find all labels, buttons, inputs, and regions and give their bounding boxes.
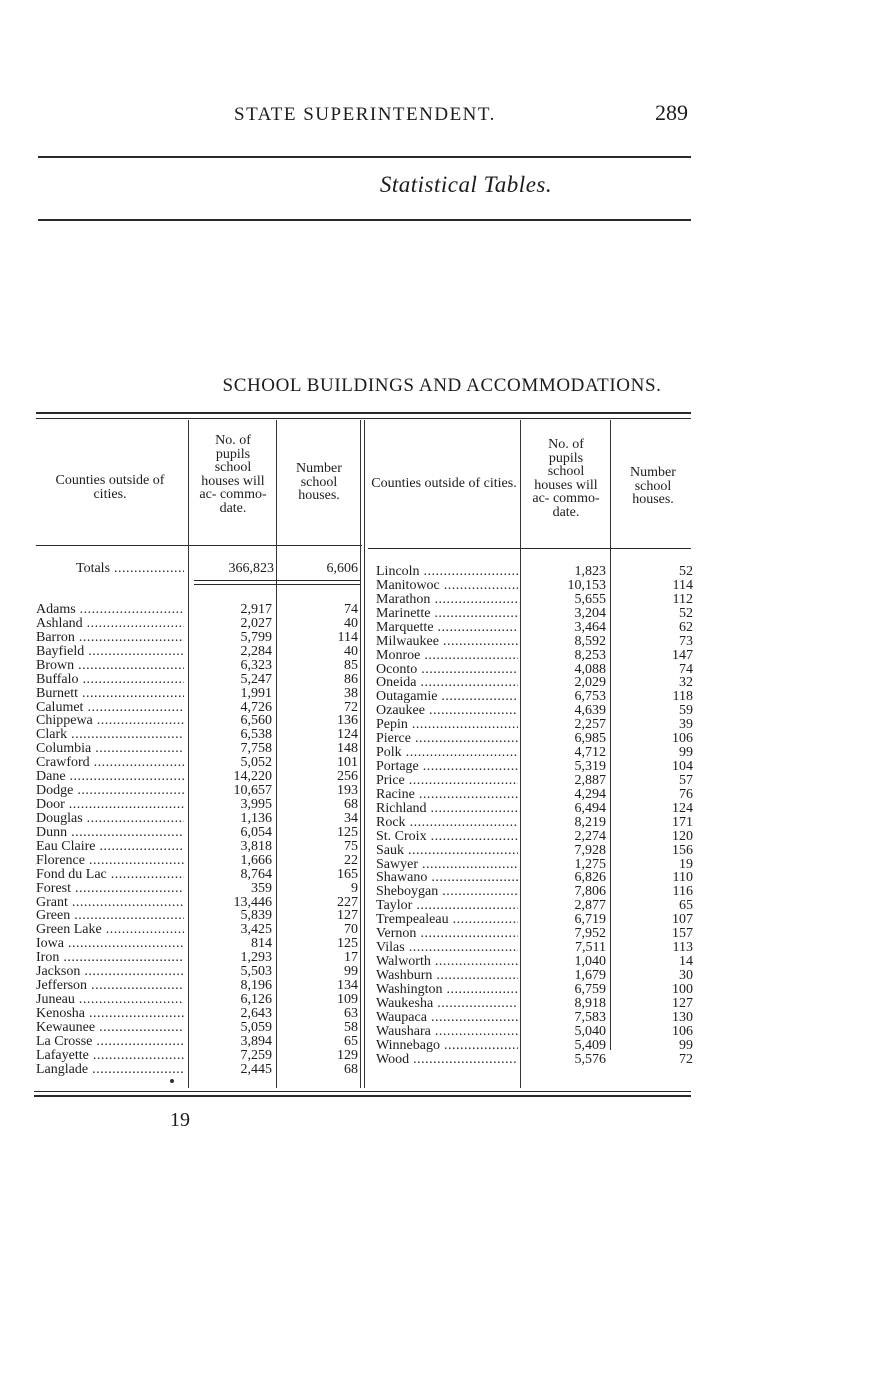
table-row [0,579,872,593]
county-name: Douglas ..... [36,812,184,826]
houses-value: 127 [672,995,693,1011]
houses-value: 9 [351,880,358,896]
pupils-value: 2,257 [574,717,606,733]
county-name: Iron ..... [36,951,184,965]
houses-value: 74 [679,661,693,677]
pupils-value: 3,464 [574,619,606,635]
totals-label: Totals ..... [76,562,184,576]
pupils-value: 4,294 [574,786,606,802]
pupils-value: 5,503 [240,964,272,980]
header-houses-right: Number school houses. [630,465,676,507]
houses-value: 148 [337,741,358,757]
pupils-value: 6,494 [574,800,606,816]
pupils-value: 8,918 [574,995,606,1011]
houses-value: 157 [672,926,693,942]
pupils-value: 1,293 [240,950,272,966]
houses-value: 34 [344,810,358,826]
page-number: 289 [655,100,688,125]
table-title: SCHOOL BUILDINGS AND ACCOMMODATIONS. [222,375,662,396]
pupils-value: 6,560 [240,713,272,729]
county-name: Barron ..... [36,631,184,645]
houses-value: 76 [679,786,693,802]
pupils-value: 2,643 [240,1005,272,1021]
pupils-value: 7,928 [574,842,606,858]
table-row [0,732,872,746]
county-name: Chippewa ..... [36,714,184,728]
county-name: St. Croix ..... [376,830,518,844]
county-name: Ozaukee ..... [376,704,518,718]
table-row [0,1025,872,1039]
houses-value: 58 [344,1019,358,1035]
pupils-value: 3,995 [240,797,272,813]
houses-value: 59 [679,703,693,719]
county-name: Burnett ..... [36,687,184,701]
table-row [0,718,872,732]
houses-value: 75 [344,838,358,854]
table-row [0,955,872,969]
county-name: Dane ..... [36,770,184,784]
houses-value: 99 [344,964,358,980]
section-title: Statistical Tables. [379,172,553,197]
county-name: Washington ..... [376,983,518,997]
pupils-value: 1,666 [240,852,272,868]
table-row [0,663,872,677]
houses-value: 32 [679,675,693,691]
houses-value: 40 [344,643,358,659]
header-county-left: Counties outside of cities. [55,473,165,502]
houses-value: 171 [672,814,693,830]
table-row [0,1039,872,1053]
pupils-value: 2,887 [574,772,606,788]
houses-value: 40 [344,615,358,631]
pupils-value: 5,799 [240,629,272,645]
county-name: Washburn ..... [376,969,518,983]
county-name: Waushara ..... [376,1025,518,1039]
county-name: Rock ..... [376,816,518,830]
table-bottom-rule [34,1091,691,1092]
pupils-value: 4,726 [240,699,272,715]
houses-value: 256 [337,769,358,785]
houses-value: 130 [672,1009,693,1025]
county-name: Green ..... [36,909,184,923]
houses-value: 65 [679,898,693,914]
pupils-value: 10,153 [567,577,606,593]
pupils-value: 6,323 [240,657,272,673]
header-rule [38,156,691,158]
county-name: Marquette ..... [376,621,518,635]
section-rule [38,219,691,221]
houses-value: 86 [344,671,358,687]
table-row [0,899,872,913]
county-name: Oneida ..... [376,676,518,690]
houses-value: 14 [679,954,693,970]
county-name: Dodge ..... [36,784,184,798]
houses-value: 22 [344,852,358,868]
pupils-value: 5,319 [574,759,606,775]
houses-value: 52 [679,605,693,621]
pupils-value: 2,917 [240,602,272,617]
houses-value: 74 [344,602,358,617]
table-row [0,788,872,802]
county-name: Pierce ..... [376,732,518,746]
totals-pupils: 366,823 [228,561,274,576]
county-name: Racine ..... [376,788,518,802]
county-name: La Crosse ..... [36,1035,184,1049]
county-name: Calumet ..... [36,701,184,715]
table-row [0,997,872,1011]
county-name: Buffalo ..... [36,673,184,687]
county-name: Bayfield ..... [36,645,184,659]
ink-dot [170,1079,174,1083]
table-row [0,746,872,760]
houses-value: 85 [344,657,358,673]
table-row [0,635,872,649]
county-name: Florence ..... [36,854,184,868]
table-row [0,871,872,885]
pupils-value: 5,040 [574,1023,606,1039]
pupils-value: 5,655 [574,591,606,607]
pupils-value: 8,764 [240,866,272,882]
pupils-value: 3,425 [240,922,272,938]
running-title: STATE SUPERINTENDENT. [234,104,496,125]
running-head [0,100,872,130]
pupils-value: 4,639 [574,703,606,719]
table-row [0,927,872,941]
county-name: Polk ..... [376,746,518,760]
pupils-value: 2,274 [574,828,606,844]
pupils-value: 814 [251,936,272,952]
table-row [0,1053,872,1067]
pupils-value: 1,275 [574,856,606,872]
houses-value: 65 [344,1033,358,1049]
houses-value: 165 [337,866,358,882]
houses-value: 107 [672,912,693,928]
houses-value: 106 [672,731,693,747]
houses-value: 99 [679,745,693,761]
pupils-value: 6,126 [240,992,272,1008]
pupils-value: 7,583 [574,1009,606,1025]
county-name: Grant ..... [36,896,184,910]
pupils-value: 1,136 [240,810,272,826]
pupils-value: 6,054 [240,824,272,840]
houses-value: 134 [337,978,358,994]
county-name: Portage ..... [376,760,518,774]
houses-value: 106 [672,1023,693,1039]
county-name: Green Lake ..... [36,923,184,937]
pupils-value: 5,052 [240,755,272,771]
county-name: Waupaca ..... [376,1011,518,1025]
pupils-value: 7,511 [575,940,606,956]
pupils-value: 5,839 [240,908,272,924]
pupils-value: 1,679 [574,967,606,983]
houses-value: 70 [344,922,358,938]
pupils-value: 4,088 [574,661,606,677]
county-name: Forest ..... [36,882,184,896]
houses-value: 116 [672,884,693,900]
pupils-value: 7,952 [574,926,606,942]
county-name: Trempealeau ..... [376,913,518,927]
houses-value: 147 [672,647,693,663]
pupils-value: 2,877 [574,898,606,914]
pupils-value: 6,538 [240,727,272,743]
table-row [0,676,872,690]
table-row [0,607,872,621]
table-row [0,760,872,774]
pupils-value: 2,029 [574,675,606,691]
table-row [0,858,872,872]
pupils-value: 7,758 [240,741,272,757]
pupils-value: 359 [251,880,272,896]
totals-houses: 6,606 [326,561,358,576]
houses-value: 124 [672,800,693,816]
houses-value: 63 [344,1005,358,1021]
pupils-value: 14,220 [233,769,272,785]
houses-value: 129 [337,1047,358,1063]
pupils-value: 2,284 [240,643,272,659]
houses-value: 19 [679,856,693,872]
pupils-value: 1,991 [240,685,272,701]
table-row [0,565,872,579]
table-row [0,593,872,607]
pupils-value: 6,719 [574,912,606,928]
county-name: Milwaukee ..... [376,635,518,649]
houses-value: 72 [679,1051,693,1067]
pupils-value: 3,818 [240,838,272,854]
county-name: Vernon ..... [376,927,518,941]
pupils-value: 8,592 [574,633,606,649]
county-name: Iowa ..... [36,937,184,951]
table-row [0,649,872,663]
houses-value: 193 [337,783,358,799]
houses-value: 227 [337,894,358,910]
county-name: Sawyer ..... [376,858,518,872]
houses-value: 113 [672,940,693,956]
table-row [0,983,872,997]
pupils-value: 7,259 [240,1047,272,1063]
table-row [0,802,872,816]
houses-value: 38 [344,685,358,701]
county-name: Fond du Lac ..... [36,868,184,882]
county-name: Kewaunee ..... [36,1021,184,1035]
pupils-value: 13,446 [233,894,272,910]
houses-value: 124 [337,727,358,743]
table-row [0,830,872,844]
pupils-value: 5,576 [574,1051,606,1067]
county-name: Lincoln ..... [376,565,518,579]
houses-value: 17 [344,950,358,966]
table-row [0,885,872,899]
pupils-value: 10,657 [233,783,272,799]
header-county-right: Counties outside of cities. [371,476,517,491]
county-name: Outagamie ..... [376,690,518,704]
houses-value: 125 [337,824,358,840]
pupils-value: 6,985 [574,731,606,747]
header-bottom-rule-right [368,548,691,549]
houses-value: 72 [344,699,358,715]
table-bottom-rule-thick [34,1095,691,1097]
county-name: Columbia ..... [36,742,184,756]
county-name: Manitowoc ..... [376,579,518,593]
table-row [0,969,872,983]
pupils-value: 3,894 [240,1033,272,1049]
pupils-value: 8,196 [240,978,272,994]
table-row [0,774,872,788]
houses-value: 127 [337,908,358,924]
county-name: Brown ..... [36,659,184,673]
county-name: Marinette ..... [376,607,518,621]
houses-value: 109 [337,992,358,1008]
pupils-value: 8,219 [574,814,606,830]
county-name: Marathon ..... [376,593,518,607]
county-name: Monroe ..... [376,649,518,663]
pupils-value: 6,759 [574,981,606,997]
table-row [0,913,872,927]
header-pupils-right: No. of pupils school houses will ac- commo- date. [532,437,600,520]
county-name: Langlade ..... [36,1063,184,1077]
pupils-value: 4,712 [574,745,606,761]
houses-value: 30 [679,967,693,983]
houses-value: 68 [344,1061,358,1077]
pupils-value: 1,040 [574,954,606,970]
county-name: Vilas ..... [376,941,518,955]
pupils-value: 2,445 [240,1061,272,1077]
houses-value: 68 [344,797,358,813]
county-name: Sauk ..... [376,844,518,858]
county-name: Crawford ..... [36,756,184,770]
county-name: Price ..... [376,774,518,788]
county-name: Clark ..... [36,728,184,742]
houses-value: 39 [679,717,693,733]
pupils-value: 6,826 [574,870,606,886]
county-name: Kenosha ..... [36,1007,184,1021]
houses-value: 104 [672,759,693,775]
table-row [0,816,872,830]
pupils-value: 2,027 [240,615,272,631]
table-row [0,704,872,718]
pupils-value: 5,247 [240,671,272,687]
houses-value: 101 [337,755,358,771]
houses-value: 73 [679,633,693,649]
table-row [0,844,872,858]
county-name: Pepin ..... [376,718,518,732]
table-row [0,941,872,955]
county-name: Jackson ..... [36,965,184,979]
county-name: Ashland ..... [36,617,184,631]
houses-value: 125 [337,936,358,952]
houses-value: 62 [679,619,693,635]
houses-value: 52 [679,564,693,579]
table-top-rule-thin [36,418,691,419]
houses-value: 100 [672,981,693,997]
houses-value: 110 [672,870,693,886]
county-name: Sheboygan ..... [376,885,518,899]
county-name: Jefferson ..... [36,979,184,993]
pupils-value: 3,204 [574,605,606,621]
houses-value: 136 [337,713,358,729]
county-name: Lafayette ..... [36,1049,184,1063]
county-name: Oconto ..... [376,663,518,677]
county-name: Taylor ..... [376,899,518,913]
county-name: Richland ..... [376,802,518,816]
county-name: Adams ..... [36,603,184,617]
houses-value: 114 [672,577,693,593]
table-top-rule [36,412,691,414]
county-name: Shawano ..... [376,871,518,885]
table-row [0,690,872,704]
signature-mark: 19 [170,1109,190,1131]
houses-value: 118 [672,689,693,705]
houses-value: 99 [679,1037,693,1053]
houses-value: 114 [337,629,358,645]
houses-value: 112 [672,591,693,607]
county-name: Eau Claire ..... [36,840,184,854]
pupils-value: 5,059 [240,1019,272,1035]
houses-value: 120 [672,828,693,844]
houses-value: 156 [672,842,693,858]
header-pupils-left: No. of pupils school houses will ac- commo- date. [199,433,267,516]
table-row [0,621,872,635]
table-row [0,1011,872,1025]
county-name: Waukesha ..... [376,997,518,1011]
pupils-value: 5,409 [574,1037,606,1053]
pupils-value: 7,806 [574,884,606,900]
county-name: Dunn ..... [36,826,184,840]
houses-value: 57 [679,772,693,788]
header-bottom-rule-left [36,545,362,546]
county-name: Wood ..... [376,1053,518,1067]
pupils-value: 1,823 [574,564,606,579]
header-houses-left: Number school houses. [296,461,342,503]
county-name: Winnebago ..... [376,1039,518,1053]
county-name: Door ..... [36,798,184,812]
pupils-value: 6,753 [574,689,606,705]
pupils-value: 8,253 [574,647,606,663]
county-name: Walworth ..... [376,955,518,969]
county-name: Juneau ..... [36,993,184,1007]
